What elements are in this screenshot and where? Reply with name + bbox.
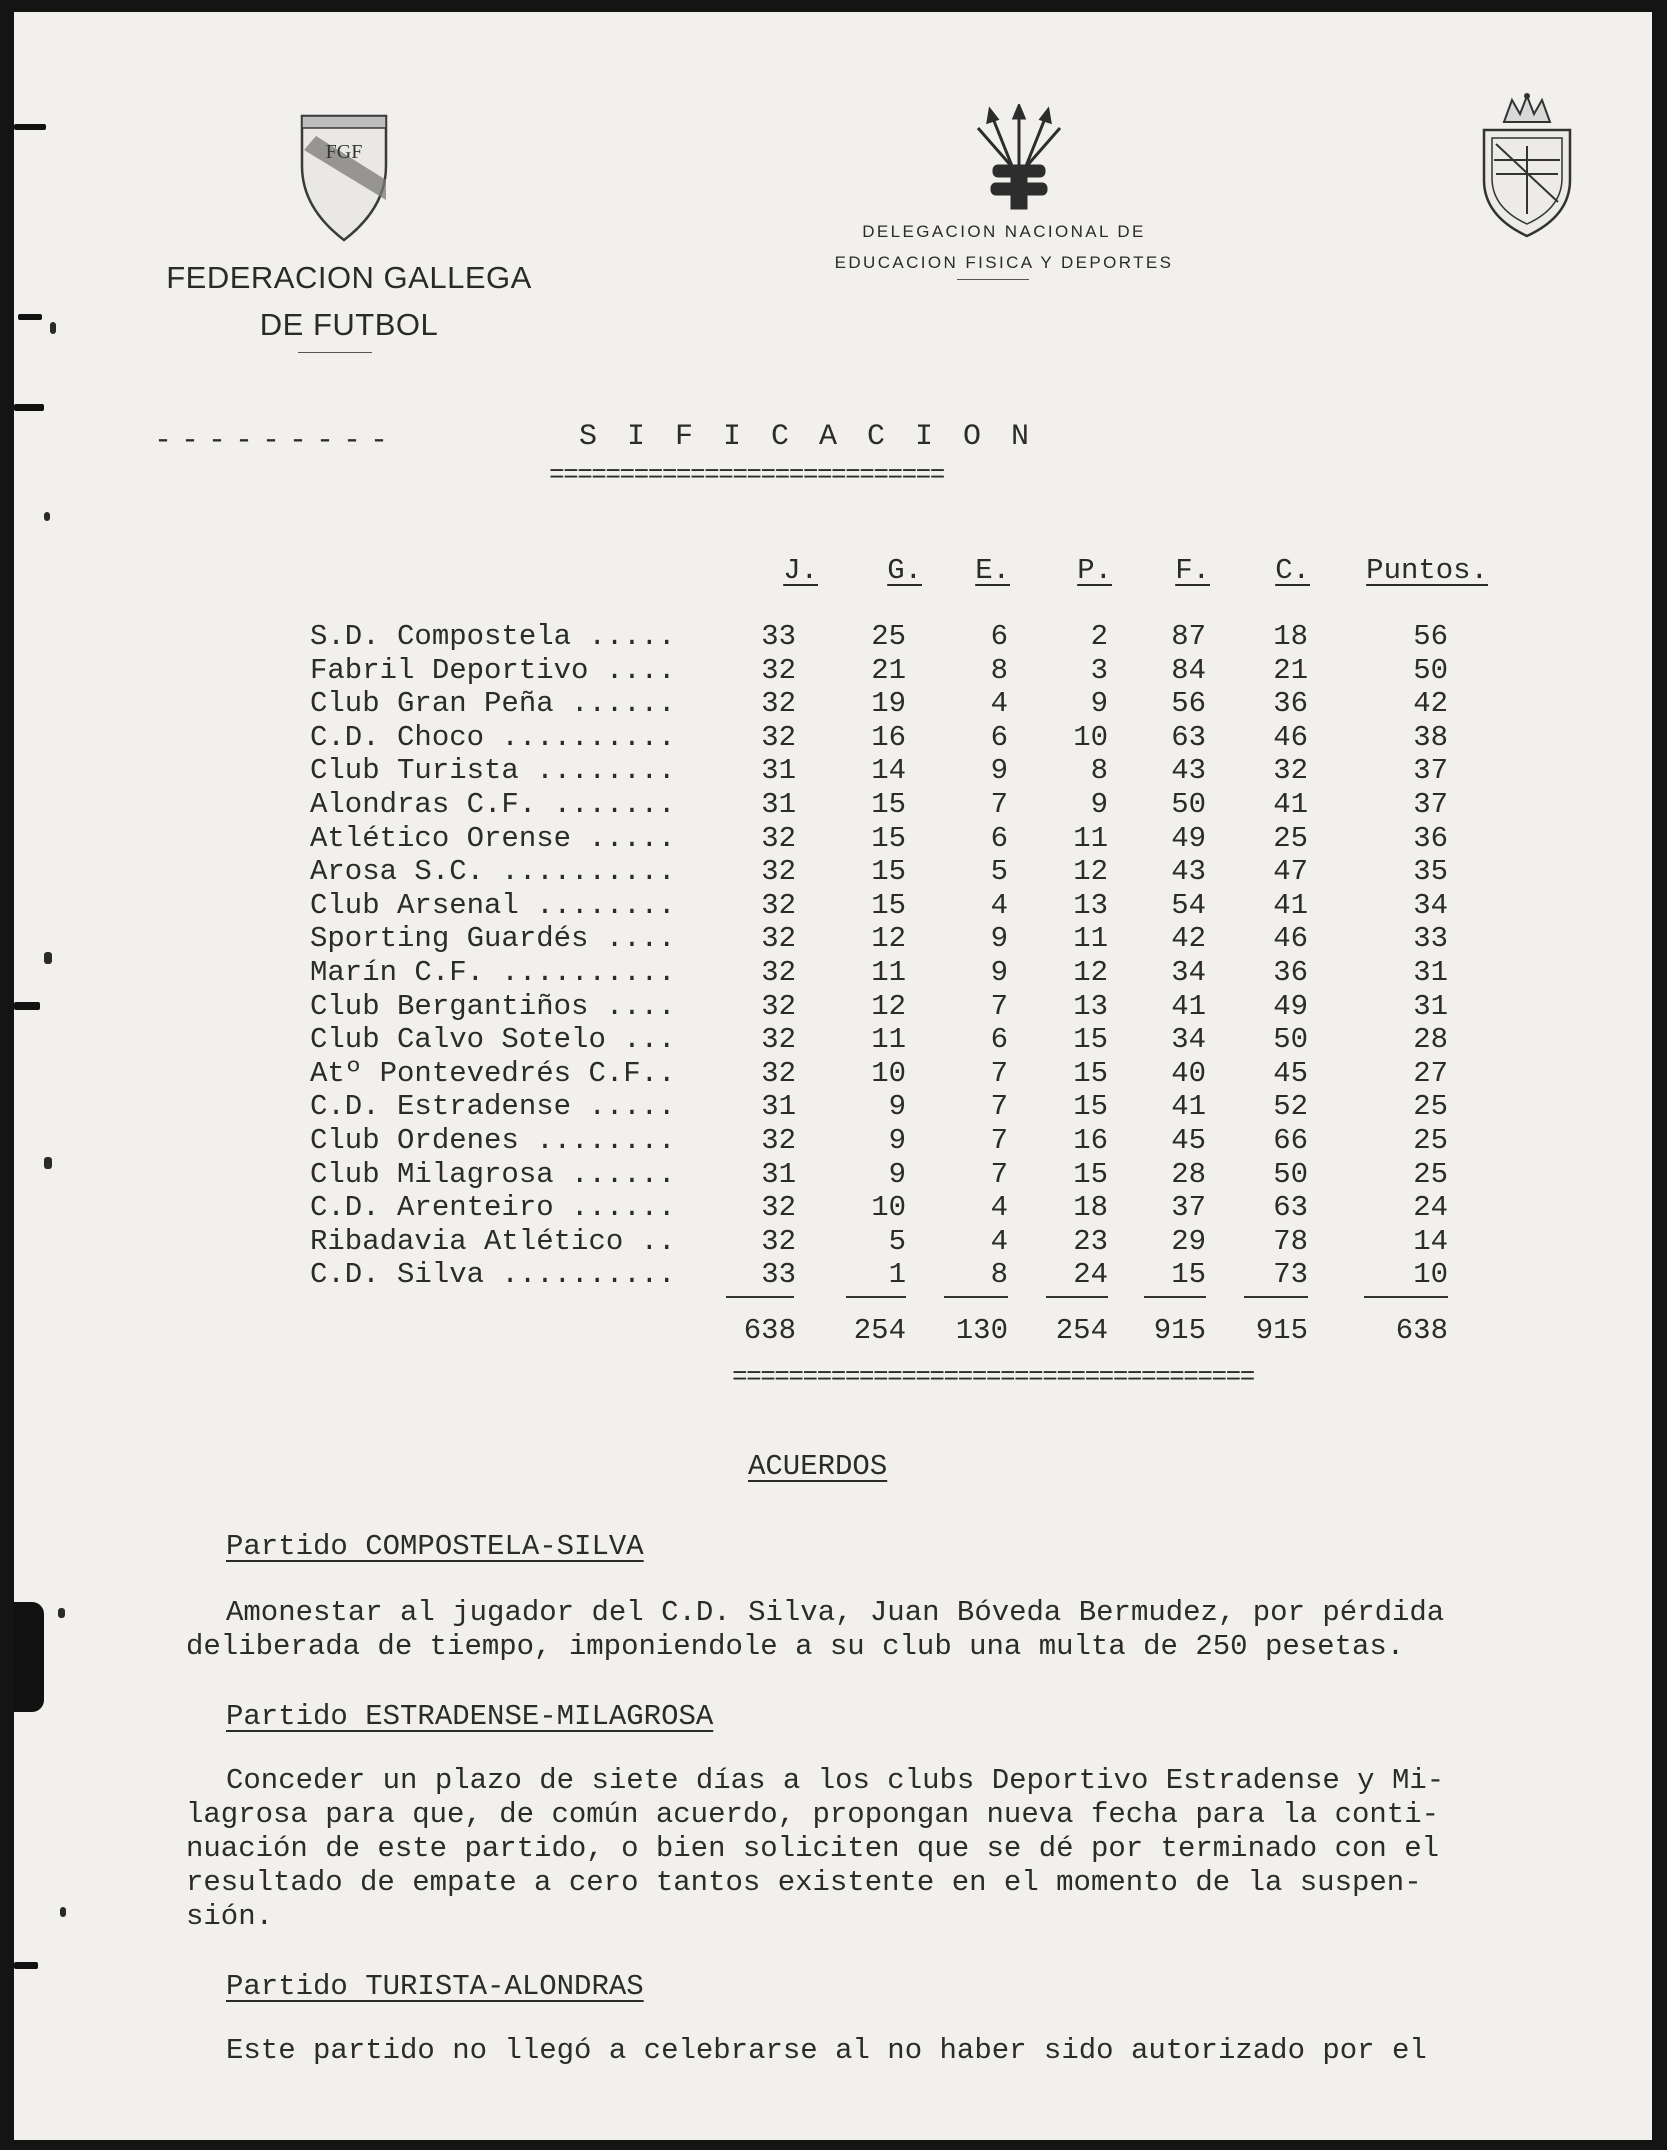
cell-c: 49 (1273, 989, 1308, 1023)
team-name: Club Ordenes ........ (310, 1124, 676, 1157)
cell-pts: 25 (1413, 1090, 1448, 1124)
delegation-title-line2: EDUCACION FISICA Y DEPORTES (834, 253, 1174, 272)
cell-j: 32 (761, 1224, 796, 1258)
cell-pts: 25 (1413, 1124, 1448, 1157)
cell-g: 5 (888, 1224, 906, 1258)
heading-dashes: --------- (154, 424, 398, 458)
agreement-title: Partido COMPOSTELA-SILVA (226, 1530, 644, 1563)
team-name: Club Calvo Sotelo ... (310, 1023, 676, 1057)
cell-g: 25 (871, 620, 906, 653)
team-name: Arosa S.C. .......... (310, 855, 676, 889)
cell-p: 15 (1073, 1090, 1108, 1124)
binder-mark (14, 404, 44, 411)
cell-f: 49 (1171, 821, 1206, 855)
binder-mark (44, 952, 52, 964)
col-header-p: P. (1077, 554, 1112, 587)
cell-pts: 35 (1413, 855, 1448, 889)
cell-f: 43 (1171, 754, 1206, 788)
cell-pts: 10 (1413, 1258, 1448, 1292)
cell-c: 32 (1273, 754, 1308, 788)
cell-p: 23 (1073, 1224, 1108, 1258)
cell-pts: 31 (1413, 956, 1448, 989)
team-name: C.D. Choco .......... (310, 720, 676, 754)
cell-g: 19 (871, 687, 906, 721)
cell-g: 1 (888, 1258, 906, 1292)
total-rule (846, 1296, 906, 1298)
agreement-title: Partido TURISTA-ALONDRAS (226, 1970, 644, 2003)
cell-j: 31 (761, 1090, 796, 1124)
cell-c: 52 (1273, 1090, 1308, 1124)
col-header-c: C. (1275, 554, 1310, 587)
cell-e: 6 (990, 821, 1008, 855)
cell-e: 6 (990, 720, 1008, 754)
total-e: 130 (955, 1314, 1008, 1347)
cell-e: 7 (990, 1157, 1008, 1191)
cell-c: 41 (1273, 888, 1308, 922)
cell-c: 25 (1273, 821, 1308, 855)
cell-j: 32 (761, 821, 796, 855)
cell-g: 15 (871, 855, 906, 889)
col-header-g: G. (887, 554, 922, 587)
cell-p: 12 (1073, 855, 1108, 889)
cell-c: 73 (1273, 1258, 1308, 1292)
total-j: 638 (743, 1314, 796, 1347)
cell-j: 32 (761, 687, 796, 721)
binder-mark (44, 512, 50, 521)
total-rule (1364, 1296, 1448, 1298)
cell-f: 34 (1171, 1023, 1206, 1057)
binder-mark (58, 1608, 65, 1618)
team-name: Alondras C.F. ....... (310, 788, 676, 821)
col-header-j: J. (783, 554, 818, 587)
cell-pts: 50 (1413, 653, 1448, 687)
cell-g: 12 (871, 989, 906, 1023)
cell-f: 41 (1171, 989, 1206, 1023)
cell-c: 66 (1273, 1124, 1308, 1157)
cell-p: 24 (1073, 1258, 1108, 1292)
cell-e: 9 (990, 956, 1008, 989)
cell-c: 50 (1273, 1157, 1308, 1191)
team-name: S.D. Compostela ..... (310, 620, 676, 653)
cell-f: 54 (1171, 888, 1206, 922)
cell-p: 15 (1073, 1157, 1108, 1191)
cell-c: 36 (1273, 956, 1308, 989)
cell-e: 6 (990, 1023, 1008, 1057)
cell-pts: 14 (1413, 1224, 1448, 1258)
cell-p: 8 (1090, 754, 1108, 788)
cell-f: 28 (1171, 1157, 1206, 1191)
federation-title (104, 254, 594, 348)
cell-j: 32 (761, 1023, 796, 1057)
divider (957, 279, 1029, 280)
binder-mark (50, 322, 56, 334)
binder-mark (14, 1602, 44, 1712)
cell-pts: 34 (1413, 888, 1448, 922)
cell-j: 32 (761, 855, 796, 889)
cell-g: 11 (871, 956, 906, 989)
team-name: Club Bergantiños .... (310, 989, 676, 1023)
svg-text:FGF: FGF (325, 141, 363, 163)
classification-title: SIFICACION (579, 420, 1060, 454)
cell-g: 16 (871, 720, 906, 754)
cell-f: 29 (1171, 1224, 1206, 1258)
cell-f: 40 (1171, 1056, 1206, 1090)
cell-g: 15 (871, 788, 906, 821)
total-f: 915 (1153, 1314, 1206, 1347)
cell-p: 3 (1090, 653, 1108, 687)
cell-p: 15 (1073, 1056, 1108, 1090)
classification-double-rule: ============================ (549, 460, 944, 490)
team-name: Atlético Orense ..... (310, 821, 676, 855)
cell-f: 63 (1171, 720, 1206, 754)
col-header-e: E. (975, 554, 1010, 587)
cell-j: 32 (761, 1191, 796, 1225)
team-name: Ribadavia Atlético .. (310, 1224, 676, 1258)
cell-e: 4 (990, 1224, 1008, 1258)
crowned-shield-icon (1472, 90, 1582, 240)
cell-f: 50 (1171, 788, 1206, 821)
cell-g: 15 (871, 888, 906, 922)
cell-c: 78 (1273, 1224, 1308, 1258)
total-c: 915 (1255, 1314, 1308, 1347)
cell-c: 47 (1273, 855, 1308, 889)
cell-c: 46 (1273, 922, 1308, 956)
cell-f: 45 (1171, 1124, 1206, 1157)
cell-g: 21 (871, 653, 906, 687)
cell-f: 87 (1171, 620, 1206, 653)
cell-e: 7 (990, 1124, 1008, 1157)
binder-mark (18, 314, 42, 320)
acuerdos-heading: ACUERDOS (748, 1450, 888, 1483)
agreement-text-line: Conceder un plazo de siete días a los clubs Deportivo Estradense y Mi- (226, 1764, 1445, 1797)
cell-pts: 31 (1413, 989, 1448, 1023)
total-rule (944, 1296, 1008, 1298)
cell-e: 7 (990, 989, 1008, 1023)
cell-pts: 56 (1413, 620, 1448, 653)
agreement-text-line: Este partido no llegó a celebrarse al no haber sido autorizado por el (226, 2034, 1427, 2067)
agreement-text-line: sión. (186, 1900, 274, 1933)
cell-p: 11 (1073, 821, 1108, 855)
cell-p: 13 (1073, 989, 1108, 1023)
cell-g: 11 (871, 1023, 906, 1057)
cell-e: 8 (990, 1258, 1008, 1292)
total-p: 254 (1055, 1314, 1108, 1347)
total-rule (726, 1296, 794, 1298)
cell-e: 6 (990, 620, 1008, 653)
delegation-title (794, 216, 1214, 278)
cell-pts: 24 (1413, 1191, 1448, 1225)
cell-f: 56 (1171, 687, 1206, 721)
cell-pts: 28 (1413, 1023, 1448, 1057)
col-header-puntos: Puntos. (1366, 554, 1488, 587)
cell-j: 32 (761, 1124, 796, 1157)
cell-c: 41 (1273, 788, 1308, 821)
team-name: C.D. Estradense ..... (310, 1090, 676, 1124)
cell-p: 12 (1073, 956, 1108, 989)
cell-j: 33 (761, 620, 796, 653)
team-name: Club Arsenal ........ (310, 888, 676, 922)
cell-c: 21 (1273, 653, 1308, 687)
cell-f: 84 (1171, 653, 1206, 687)
cell-c: 45 (1273, 1056, 1308, 1090)
cell-p: 9 (1090, 788, 1108, 821)
cell-j: 32 (761, 922, 796, 956)
cell-f: 37 (1171, 1191, 1206, 1225)
cell-e: 4 (990, 888, 1008, 922)
federation-title-line2: DE FUTBOL (259, 307, 439, 342)
agreement-text-line: nuación de este partido, o bien soliciten que se dé por terminado con el (186, 1832, 1440, 1865)
cell-j: 32 (761, 720, 796, 754)
cell-e: 4 (990, 1191, 1008, 1225)
cell-g: 9 (888, 1090, 906, 1124)
cell-g: 9 (888, 1124, 906, 1157)
cell-pts: 25 (1413, 1157, 1448, 1191)
totals-double-rule: ===================================== (732, 1362, 1254, 1392)
team-name: Club Gran Peña ...... (310, 687, 676, 721)
cell-p: 18 (1073, 1191, 1108, 1225)
cell-pts: 33 (1413, 922, 1448, 956)
cell-j: 31 (761, 1157, 796, 1191)
total-rule (1046, 1296, 1108, 1298)
agreement-text-line: Amonestar al jugador del C.D. Silva, Juan Bóveda Bermudez, por pérdida (226, 1596, 1445, 1629)
total-rule (1144, 1296, 1206, 1298)
cell-e: 7 (990, 788, 1008, 821)
team-name: C.D. Arenteiro ...... (310, 1191, 676, 1225)
total-puntos: 638 (1395, 1314, 1448, 1347)
cell-e: 4 (990, 687, 1008, 721)
cell-j: 31 (761, 788, 796, 821)
binder-mark (14, 124, 46, 130)
cell-e: 8 (990, 653, 1008, 687)
team-name: Sporting Guardés .... (310, 922, 676, 956)
cell-f: 42 (1171, 922, 1206, 956)
cell-f: 41 (1171, 1090, 1206, 1124)
binder-mark (14, 1962, 38, 1969)
cell-p: 11 (1073, 922, 1108, 956)
team-name: Club Milagrosa ...... (310, 1157, 676, 1191)
cell-g: 12 (871, 922, 906, 956)
cell-c: 63 (1273, 1191, 1308, 1225)
cell-pts: 37 (1413, 788, 1448, 821)
cell-j: 32 (761, 888, 796, 922)
cell-c: 46 (1273, 720, 1308, 754)
col-header-f: F. (1175, 554, 1210, 587)
cell-c: 36 (1273, 687, 1308, 721)
cell-j: 32 (761, 653, 796, 687)
total-g: 254 (853, 1314, 906, 1347)
cell-j: 32 (761, 956, 796, 989)
federation-shield-icon (294, 108, 394, 248)
cell-j: 31 (761, 754, 796, 788)
cell-p: 15 (1073, 1023, 1108, 1057)
agreement-text-line: resultado de empate a cero tantos existente en el momento de la suspen- (186, 1866, 1422, 1899)
cell-f: 15 (1171, 1258, 1206, 1292)
cell-pts: 38 (1413, 720, 1448, 754)
cell-c: 50 (1273, 1023, 1308, 1057)
cell-pts: 37 (1413, 754, 1448, 788)
binder-mark (44, 1157, 52, 1169)
cell-j: 32 (761, 989, 796, 1023)
team-name: C.D. Silva .......... (310, 1258, 676, 1292)
team-name: Club Turista ........ (310, 754, 676, 788)
delegation-title-line1: DELEGACION NACIONAL DE (862, 222, 1146, 241)
cell-pts: 42 (1413, 687, 1448, 721)
cell-p: 13 (1073, 888, 1108, 922)
cell-e: 9 (990, 754, 1008, 788)
agreement-text-line: lagrosa para que, de común acuerdo, propongan nueva fecha para la conti- (186, 1798, 1440, 1831)
team-name: Atº Pontevedrés C.F.. (310, 1056, 676, 1090)
binder-mark (14, 1002, 40, 1010)
cell-g: 15 (871, 821, 906, 855)
cell-p: 10 (1073, 720, 1108, 754)
cell-e: 5 (990, 855, 1008, 889)
cell-f: 34 (1171, 956, 1206, 989)
cell-g: 10 (871, 1056, 906, 1090)
divider (298, 352, 372, 353)
cell-e: 7 (990, 1090, 1008, 1124)
cell-p: 16 (1073, 1124, 1108, 1157)
cell-g: 14 (871, 754, 906, 788)
total-rule (1244, 1296, 1308, 1298)
team-name: Marín C.F. .......... (310, 956, 676, 989)
fasces-arrows-icon (954, 104, 1084, 214)
cell-f: 43 (1171, 855, 1206, 889)
cell-p: 2 (1090, 620, 1108, 653)
document-page (14, 12, 1652, 2140)
cell-e: 9 (990, 922, 1008, 956)
federation-title-line1: FEDERACION GALLEGA (166, 260, 532, 295)
team-name: Fabril Deportivo .... (310, 653, 676, 687)
agreement-title: Partido ESTRADENSE-MILAGROSA (226, 1700, 714, 1733)
cell-c: 18 (1273, 620, 1308, 653)
cell-g: 9 (888, 1157, 906, 1191)
binder-mark (60, 1907, 66, 1917)
cell-g: 10 (871, 1191, 906, 1225)
cell-e: 7 (990, 1056, 1008, 1090)
cell-pts: 27 (1413, 1056, 1448, 1090)
cell-j: 33 (761, 1258, 796, 1292)
cell-pts: 36 (1413, 821, 1448, 855)
agreement-text-line: deliberada de tiempo, imponiendole a su club una multa de 250 pesetas. (186, 1630, 1405, 1663)
cell-p: 9 (1090, 687, 1108, 721)
cell-j: 32 (761, 1056, 796, 1090)
